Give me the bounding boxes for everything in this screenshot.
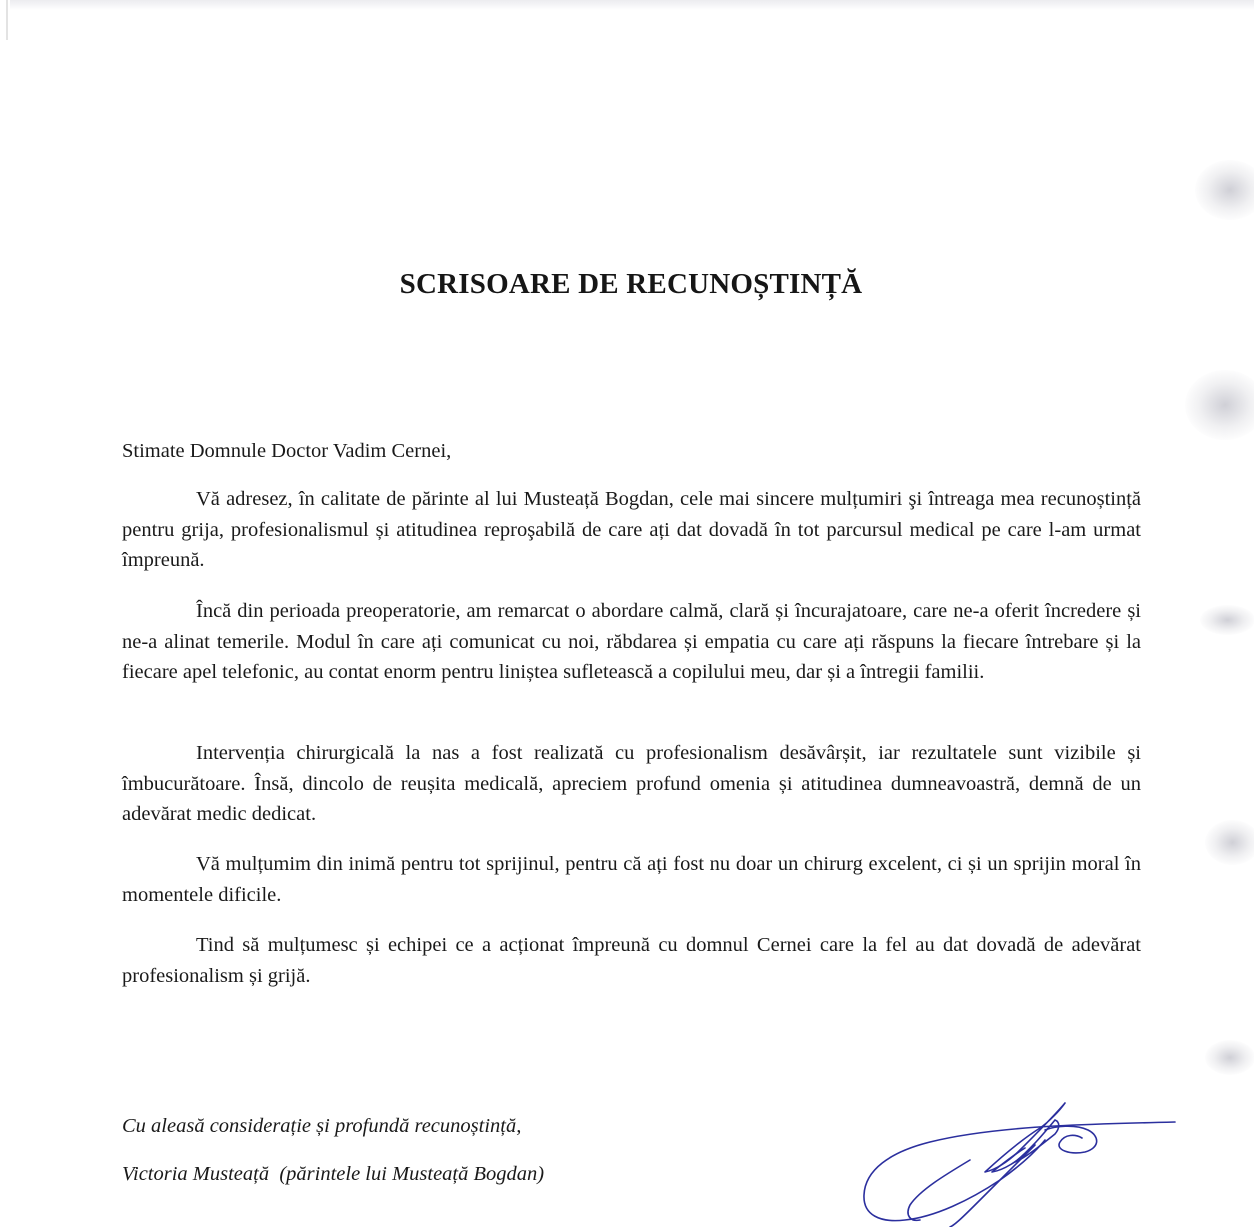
paragraph-4-block [122,849,1141,910]
scan-smudge [1205,1040,1254,1075]
paragraph-5-block [122,930,1141,991]
paragraph: Încă din perioada preoperatorie, am remarcat o abordare calmă, clară și încurajatoare, care ne-a oferit încredere și ne-a alinat temerile. Modul în care ați comunicat cu noi, răbdarea și empatia cu care ați răspuns la fiecare întrebare și la fiecare apel telefonic, au contat enorm pentru liniștea sufletească a copilului meu, dar și a întregii familii. [122,600,1141,683]
signature-stroke [1045,1126,1097,1153]
scan-smudge [1185,370,1254,440]
salutation: Stimate Domnule Doctor Vadim Cernei, [122,440,452,462]
scan-smudge [1205,820,1254,865]
scan-artifact-left [6,0,8,40]
handwritten-signature [850,1090,1190,1227]
letter-title: SCRISOARE DE RECUNOȘTINȚĂ [399,268,863,300]
paragraph-2-block [122,596,1141,688]
paragraph: Vă mulțumim din inimă pentru tot sprijinul, pentru că ați fost nu doar un chirurg excelent, ci și un sprijin moral în momentele dificile. [122,853,1141,906]
paragraph-3-block [122,738,1141,830]
paragraph: Vă adresez, în calitate de părinte al lui Musteață Bogdan, cele mai sincere mulțumiri şi întreaga mea recunoștință pentru grija, profesionalismul și atitudinea reproşabilă de care ați dat dovadă în tot parcursul medical pe care l-am urmat împreună. [122,488,1141,571]
paragraph: Tind să mulțumesc și echipei ce a acționat împreună cu domnul Cernei care la fel au dat dovadă de adevărat profesionalism și grijă. [122,934,1141,987]
scan-smudge [1195,160,1254,220]
scan-artifact-top [10,0,1254,10]
signature-stroke [864,1122,1175,1221]
scan-smudge [1200,605,1254,635]
closing-line: Cu aleasă considerație și profundă recunoștință, [122,1115,522,1137]
paragraph: Intervenția chirurgicală la nas a fost realizată cu profesionalism desăvârșit, iar rezultatele sunt vizibile și îmbucurătoare. Însă, dincolo de reușita medicală, apreciem profund omenia și atitudinea dumneavoastră, demnă de un adevărat medic dedicat. [122,742,1141,825]
paragraph-1-block [122,484,1141,576]
signature-stroke [985,1103,1065,1172]
signer-name: Victoria Musteață (părintele lui Musteață Bogdan) [122,1163,545,1185]
